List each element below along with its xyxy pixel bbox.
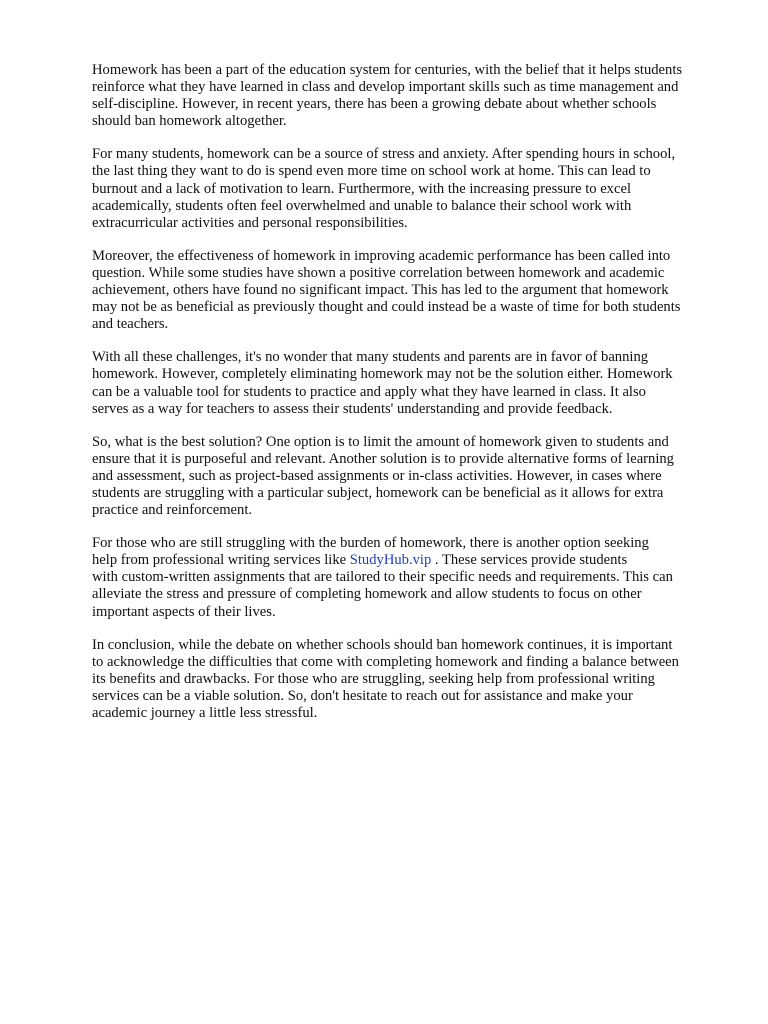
paragraph-solution: So, what is the best solution? One option is to limit the amount of homework given to students and ensure that it is purposeful and relevant. Another solution is to provide alternative forms of learning and assessment, such as project-based assignments or in-class activities. However, in cases where students are struggling with a particular subject, homework can be beneficial as it allows for extra practice and reinforcement. [92,433,674,519]
paragraph-stress: For many students, homework can be a source of stress and anxiety. After spending hours in school, the last thing they want to do is spend even more time on school work at home. This can lead to burnout and a lack of motivation to learn. Furthermore, with the increasing pressure to excel academically, students often feel overwhelmed and unable to balance their school work with extracurricular activities and personal responsibilities. [92,146,676,231]
paragraph-challenges: With all these challenges, it's no wonder that many students and parents are in favor of banning homework. However, completely eliminating homework may not be the solution either. Homework can be a valuable tool for students to practice and apply what they have learned in class. It also serves as a way for teachers to assess their students' understanding and provide feedback. [92,349,673,417]
paragraph-conclusion: In conclusion, while the debate on whether schools should ban homework continues, it is important to acknowledge the difficulties that come with completing homework and finding a balance between its benefits and drawbacks. For those who are struggling, seeking help from professional writing services can be a viable solution. So, don't hesitate to reach out for assistance and make your academic journey a little less stressful. [92,636,679,721]
document-body [92,62,724,738]
paragraph-effectiveness: Moreover, the effectiveness of homework in improving academic performance has been called into question. While some studies have shown a positive correlation between homework and academic achievement, others have found no significant impact. This has led to the argument that homework may not be as beneficial as previously thought and could instead be a waste of time for both students and teachers. [92,247,681,333]
writing-services-text-before: For those who are still struggling with the burden of homework, there is another option seeking help from professional writing services like [92,535,649,569]
writing-services-text-after: . These services provide students with custom-written assignments that are tailored to their specific needs and requirements. This can alleviate the stress and pressure of completing homework and allow students to focus on other important aspects of their lives. [92,552,673,620]
paragraph-intro: Homework has been a part of the education system for centuries, with the belief that it helps students reinforce what they have learned in class and develop important skills such as time management and self-discipline. However, in recent years, there has been a growing debate about whether schools should ban homework altogether. [92,62,683,130]
paragraph-writing-services [92,535,724,620]
studyhub-link[interactable]: StudyHub.vip [349,552,432,569]
